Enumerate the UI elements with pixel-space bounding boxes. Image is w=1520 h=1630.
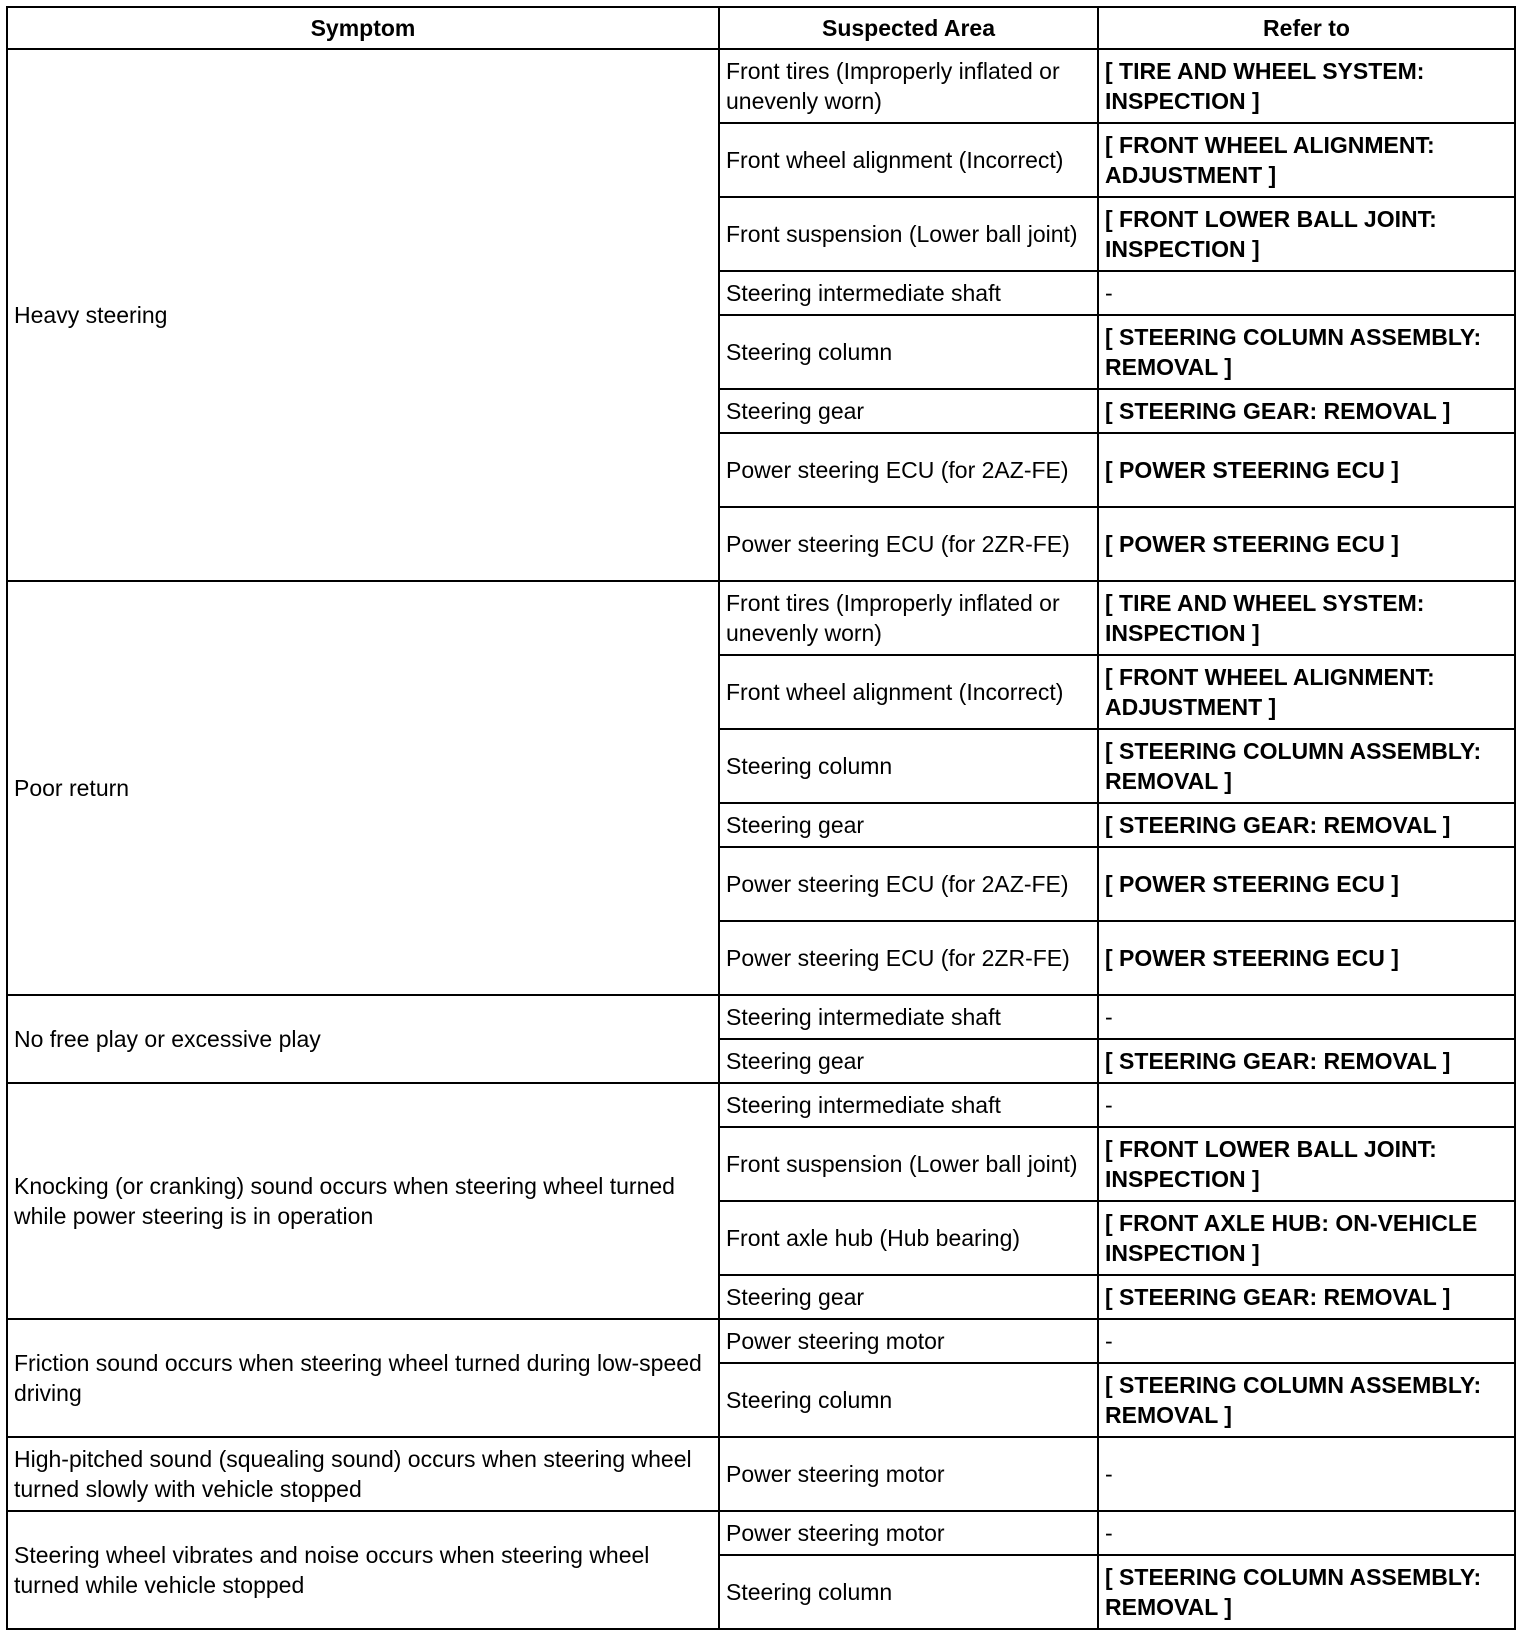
- symptom-cell: No free play or excessive play: [7, 995, 719, 1083]
- refer-to-link[interactable]: [ STEERING GEAR: REMOVAL ]: [1098, 1039, 1515, 1083]
- header-suspected-area: Suspected Area: [719, 7, 1098, 49]
- suspected-area-cell: Front suspension (Lower ball joint): [719, 197, 1098, 271]
- suspected-area-cell: Steering column: [719, 315, 1098, 389]
- refer-to-link[interactable]: [ STEERING COLUMN ASSEMBLY: REMOVAL ]: [1098, 729, 1515, 803]
- table-row: [7, 1511, 1515, 1555]
- suspected-area-cell: Steering intermediate shaft: [719, 995, 1098, 1039]
- suspected-area-cell: Front suspension (Lower ball joint): [719, 1127, 1098, 1201]
- suspected-area-cell: Steering column: [719, 1363, 1098, 1437]
- suspected-area-cell: Front tires (Improperly inflated or unevenly worn): [719, 49, 1098, 123]
- suspected-area-cell: Steering gear: [719, 1275, 1098, 1319]
- refer-to-cell: -: [1098, 1437, 1515, 1511]
- refer-to-cell: -: [1098, 1511, 1515, 1555]
- suspected-area-cell: Steering gear: [719, 389, 1098, 433]
- refer-to-link[interactable]: [ STEERING GEAR: REMOVAL ]: [1098, 1275, 1515, 1319]
- suspected-area-cell: Steering intermediate shaft: [719, 1083, 1098, 1127]
- suspected-area-cell: Power steering motor: [719, 1319, 1098, 1363]
- symptom-cell: Steering wheel vibrates and noise occurs when steering wheel turned while vehicle stopped: [7, 1511, 719, 1629]
- table-row: [7, 1437, 1515, 1511]
- table-row: [7, 49, 1515, 123]
- refer-to-cell: -: [1098, 271, 1515, 315]
- symptom-cell: Friction sound occurs when steering wheel turned during low-speed driving: [7, 1319, 719, 1437]
- table-row: [7, 995, 1515, 1039]
- refer-to-cell: -: [1098, 995, 1515, 1039]
- suspected-area-cell: Front tires (Improperly inflated or unevenly worn): [719, 581, 1098, 655]
- refer-to-link[interactable]: [ FRONT WHEEL ALIGNMENT: ADJUSTMENT ]: [1098, 123, 1515, 197]
- suspected-area-cell: Power steering ECU (for 2ZR-FE): [719, 921, 1098, 995]
- header-row: [7, 7, 1515, 49]
- suspected-area-cell: Steering intermediate shaft: [719, 271, 1098, 315]
- header-refer-to: Refer to: [1098, 7, 1515, 49]
- refer-to-link[interactable]: [ TIRE AND WHEEL SYSTEM: INSPECTION ]: [1098, 581, 1515, 655]
- refer-to-link[interactable]: [ POWER STEERING ECU ]: [1098, 433, 1515, 507]
- suspected-area-cell: Power steering motor: [719, 1511, 1098, 1555]
- suspected-area-cell: Steering column: [719, 729, 1098, 803]
- refer-to-link[interactable]: [ FRONT WHEEL ALIGNMENT: ADJUSTMENT ]: [1098, 655, 1515, 729]
- refer-to-link[interactable]: [ FRONT AXLE HUB: ON-VEHICLE INSPECTION ]: [1098, 1201, 1515, 1275]
- refer-to-link[interactable]: [ POWER STEERING ECU ]: [1098, 847, 1515, 921]
- symptom-table: [6, 6, 1516, 1630]
- suspected-area-cell: Front wheel alignment (Incorrect): [719, 123, 1098, 197]
- suspected-area-cell: Power steering ECU (for 2AZ-FE): [719, 433, 1098, 507]
- refer-to-link[interactable]: [ FRONT LOWER BALL JOINT: INSPECTION ]: [1098, 1127, 1515, 1201]
- symptom-cell: Knocking (or cranking) sound occurs when steering wheel turned while power steering is in operation: [7, 1083, 719, 1319]
- table-row: [7, 1083, 1515, 1127]
- symptom-cell: High-pitched sound (squealing sound) occurs when steering wheel turned slowly with vehicle stopped: [7, 1437, 719, 1511]
- refer-to-link[interactable]: [ POWER STEERING ECU ]: [1098, 507, 1515, 581]
- refer-to-link[interactable]: [ FRONT LOWER BALL JOINT: INSPECTION ]: [1098, 197, 1515, 271]
- refer-to-link[interactable]: [ STEERING COLUMN ASSEMBLY: REMOVAL ]: [1098, 315, 1515, 389]
- suspected-area-cell: Steering column: [719, 1555, 1098, 1629]
- refer-to-link[interactable]: [ POWER STEERING ECU ]: [1098, 921, 1515, 995]
- refer-to-link[interactable]: [ STEERING COLUMN ASSEMBLY: REMOVAL ]: [1098, 1555, 1515, 1629]
- suspected-area-cell: Front axle hub (Hub bearing): [719, 1201, 1098, 1275]
- suspected-area-cell: Front wheel alignment (Incorrect): [719, 655, 1098, 729]
- suspected-area-cell: Power steering motor: [719, 1437, 1098, 1511]
- refer-to-link[interactable]: [ TIRE AND WHEEL SYSTEM: INSPECTION ]: [1098, 49, 1515, 123]
- symptom-cell: Poor return: [7, 581, 719, 995]
- suspected-area-cell: Steering gear: [719, 803, 1098, 847]
- refer-to-link[interactable]: [ STEERING COLUMN ASSEMBLY: REMOVAL ]: [1098, 1363, 1515, 1437]
- refer-to-link[interactable]: [ STEERING GEAR: REMOVAL ]: [1098, 389, 1515, 433]
- suspected-area-cell: Power steering ECU (for 2ZR-FE): [719, 507, 1098, 581]
- symptom-cell: Heavy steering: [7, 49, 719, 581]
- table-row: [7, 1319, 1515, 1363]
- refer-to-link[interactable]: [ STEERING GEAR: REMOVAL ]: [1098, 803, 1515, 847]
- table-row: [7, 581, 1515, 655]
- header-symptom: Symptom: [7, 7, 719, 49]
- suspected-area-cell: Steering gear: [719, 1039, 1098, 1083]
- refer-to-cell: -: [1098, 1083, 1515, 1127]
- suspected-area-cell: Power steering ECU (for 2AZ-FE): [719, 847, 1098, 921]
- refer-to-cell: -: [1098, 1319, 1515, 1363]
